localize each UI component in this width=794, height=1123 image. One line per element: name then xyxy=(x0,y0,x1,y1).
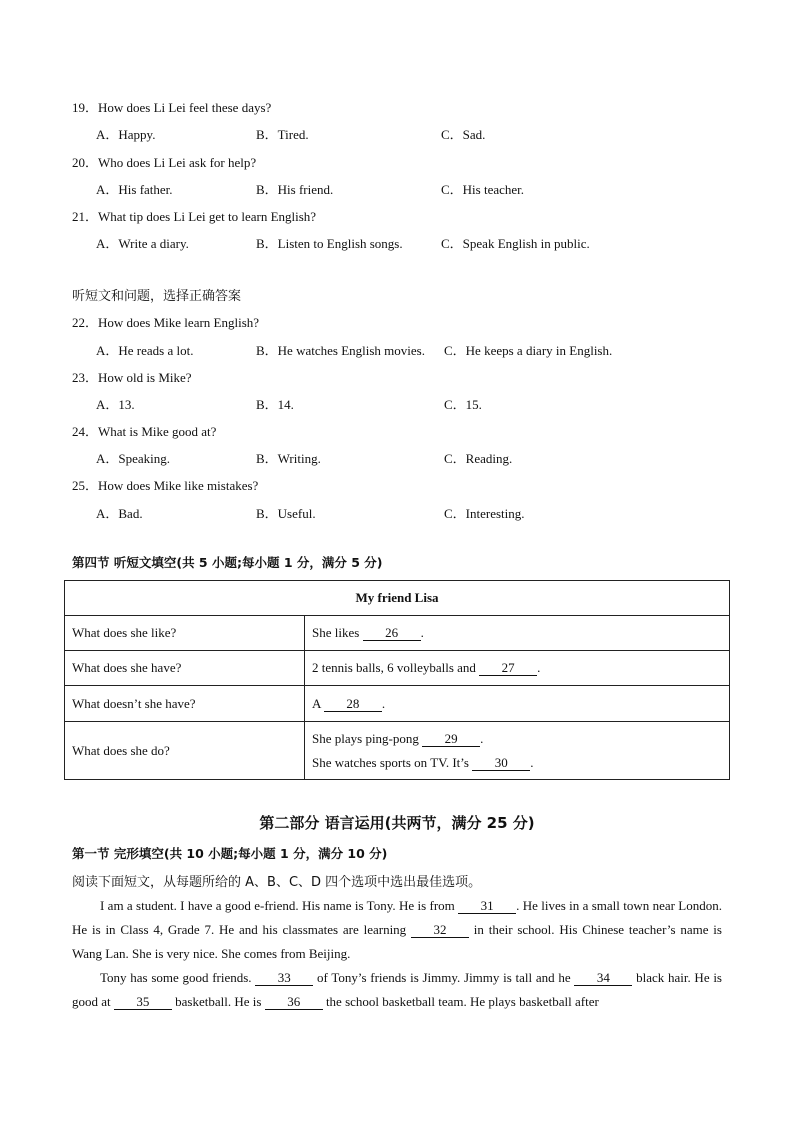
option-23c[interactable]: C．15. xyxy=(444,397,482,412)
table-answer: 2 tennis balls, 6 volleyballs and 27 . xyxy=(305,651,730,686)
blank-28[interactable]: 28 xyxy=(324,697,382,712)
section1-heading: 第一节 完形填空(共 10 小题;每小题 1 分，满分 10 分) xyxy=(72,846,388,861)
table-answer: A 28 . xyxy=(305,686,730,722)
option-25a[interactable]: A．Bad. xyxy=(96,506,143,521)
section4-heading: 第四节 听短文填空(共 5 小题;每小题 1 分，满分 5 分) xyxy=(72,555,383,570)
blank-33[interactable]: 33 xyxy=(255,971,313,986)
blank-27[interactable]: 27 xyxy=(479,661,537,676)
table-question: What does she do? xyxy=(65,722,305,780)
table-question: What doesn’t she have? xyxy=(65,686,305,722)
question-text: What tip does Li Lei get to learn English? xyxy=(98,209,317,224)
option-21b[interactable]: B．Listen to English songs. xyxy=(256,236,403,251)
table-question: What does she have? xyxy=(65,651,305,686)
option-21a[interactable]: A．Write a diary. xyxy=(96,236,189,251)
question-24: 24．What is Mike good at? xyxy=(72,424,217,439)
question-number: 20． xyxy=(72,155,99,170)
question-23: 23．How old is Mike? xyxy=(72,370,192,385)
blank-34[interactable]: 34 xyxy=(574,971,632,986)
option-19b[interactable]: B．Tired. xyxy=(256,127,309,142)
option-25b[interactable]: B．Useful. xyxy=(256,506,316,521)
option-21c[interactable]: C．Speak English in public. xyxy=(441,236,590,251)
option-22b[interactable]: B．He watches English movies. xyxy=(256,343,425,358)
blank-36[interactable]: 36 xyxy=(265,995,323,1010)
option-20a[interactable]: A．His father. xyxy=(96,182,173,197)
blank-30[interactable]: 30 xyxy=(472,756,530,771)
option-19a[interactable]: A．Happy. xyxy=(96,127,156,142)
part2-title: 第二部分 语言运用(共两节，满分 25 分) xyxy=(259,814,535,832)
question-20 xyxy=(72,152,256,171)
option-20b[interactable]: B．His friend. xyxy=(256,182,334,197)
option-20c[interactable]: C．His teacher. xyxy=(441,182,525,197)
option-24b[interactable]: B．Writing. xyxy=(256,451,321,466)
cloze-paragraph-2: Tony has some good friends. 33 of Tony’s friends is Jimmy. Jimmy is tall and he 34 black hair. He is good at 35 basketball. He is 36 the school basketball team. He plays basketball after xyxy=(72,970,722,1009)
table-question: What does she like? xyxy=(65,616,305,651)
blank-35[interactable]: 35 xyxy=(114,995,172,1010)
option-23b[interactable]: B．14. xyxy=(256,397,294,412)
table-row xyxy=(65,722,730,780)
question-22: 22．How does Mike learn English? xyxy=(72,315,260,330)
option-19c[interactable]: C．Sad. xyxy=(441,127,486,142)
blank-26[interactable]: 26 xyxy=(363,626,421,641)
cloze-instruction: 阅读下面短文，从每题所给的 A、B、C、D 四个选项中选出最佳选项。 xyxy=(72,875,482,890)
table-row xyxy=(65,616,730,651)
instruction-listen-passage: 听短文和问题，选择正确答案 xyxy=(72,289,242,304)
option-23a[interactable]: A．13. xyxy=(96,397,135,412)
table-title: My friend Lisa xyxy=(65,581,730,616)
cloze-paragraph-1: I am a student. I have a good e-friend. His name is Tony. He is from 31 . He lives in a small town near London. He is in Class 4, Grade 7. He and his classmates are learning 32 in their school. His Chinese teacher’s name is Wang Lan. She is very nice. She comes from Beijing. xyxy=(72,898,722,961)
question-25: 25．How does Mike like mistakes? xyxy=(72,478,259,493)
table-row xyxy=(65,651,730,686)
table-answer: She likes 26 . xyxy=(305,616,730,651)
option-22a[interactable]: A．He reads a lot. xyxy=(96,343,194,358)
question-number: 21． xyxy=(72,209,99,224)
blank-31[interactable]: 31 xyxy=(458,899,516,914)
option-25c[interactable]: C．Interesting. xyxy=(444,506,525,521)
blank-29[interactable]: 29 xyxy=(422,732,480,747)
table-answer: She plays ping-pong 29 . She watches sports on TV. It’s 30 . xyxy=(305,722,730,780)
option-24a[interactable]: A．Speaking. xyxy=(96,451,171,466)
blank-32[interactable]: 32 xyxy=(411,923,469,938)
option-22c[interactable]: C．He keeps a diary in English. xyxy=(444,343,613,358)
question-19 xyxy=(72,97,271,116)
listening-fill-table xyxy=(64,580,730,780)
question-number: 19． xyxy=(72,100,99,115)
option-24c[interactable]: C．Reading. xyxy=(444,451,513,466)
question-text: How does Li Lei feel these days? xyxy=(98,100,272,115)
question-text: Who does Li Lei ask for help? xyxy=(98,155,257,170)
question-21 xyxy=(72,206,316,225)
table-row xyxy=(65,686,730,722)
